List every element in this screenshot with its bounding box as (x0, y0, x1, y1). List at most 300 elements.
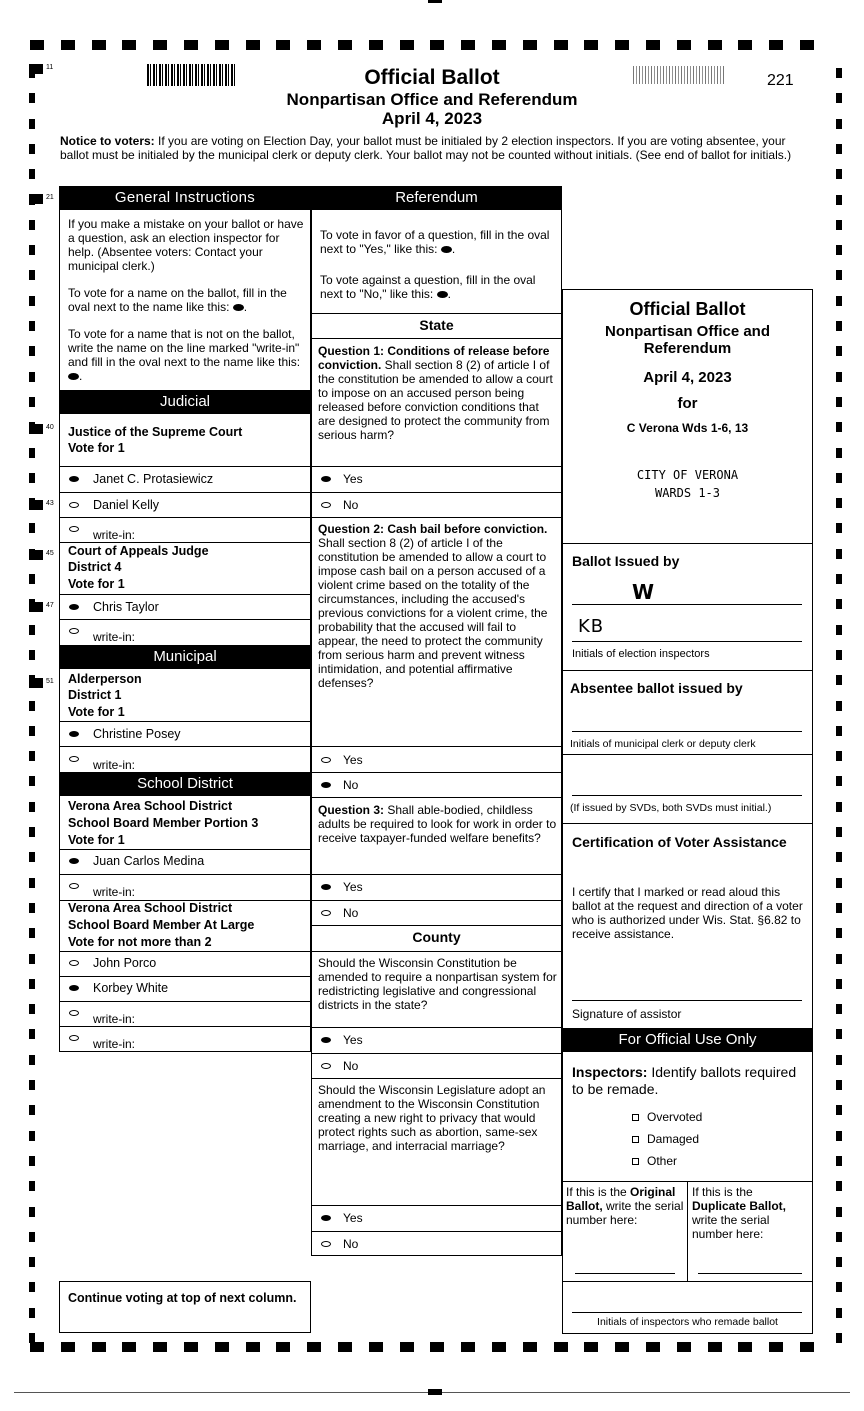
timing-mark (122, 1342, 136, 1352)
timing-mark (29, 878, 35, 888)
panel-date: April 4, 2023 (643, 369, 732, 386)
oval-posey[interactable] (69, 731, 79, 737)
timing-mark (523, 1342, 537, 1352)
inspectors-instruction (572, 1064, 807, 1098)
timing-mark (836, 599, 842, 609)
timing-mark (30, 1342, 44, 1352)
timing-mark (29, 1333, 35, 1343)
barcode (147, 64, 237, 86)
inspector-initials-1: W (632, 580, 656, 604)
timing-mark (646, 1342, 660, 1352)
timing-mark (836, 245, 842, 255)
c2-no-label: No (343, 1237, 359, 1251)
q2-yes-label: Yes (343, 753, 363, 767)
timing-mark (246, 40, 260, 50)
timing-mark (153, 40, 167, 50)
timing-mark (708, 40, 722, 50)
oval-porco[interactable] (69, 960, 79, 966)
timing-mark (369, 1342, 383, 1352)
timing-mark (836, 1181, 842, 1191)
city-stamp: CITY OF VERONA (636, 468, 739, 482)
ballot-number: 221 (767, 72, 794, 89)
timing-mark (29, 500, 43, 510)
candidate-porco: John Porco (93, 956, 157, 970)
oval-c2-no[interactable] (321, 1241, 331, 1247)
timing-mark (29, 979, 35, 989)
timing-mark (29, 751, 35, 761)
svd-note: (If issued by SVDs, both SVDs must initial.) (570, 802, 772, 814)
office-school-board-at-large: School Board Member At Large (68, 918, 255, 932)
timing-mark (836, 878, 842, 888)
timing-mark (29, 1257, 35, 1267)
question-3 (318, 803, 558, 845)
timing-mark (554, 1342, 568, 1352)
timing-mark (338, 40, 352, 50)
question-2-label: Question 2: Cash bail before conviction. (318, 522, 548, 536)
timing-mark (29, 523, 35, 533)
wards-stamp: WARDS 1-3 (654, 486, 721, 500)
continue-box (59, 1281, 311, 1333)
overvoted-checkbox[interactable] (632, 1114, 639, 1121)
timing-mark (29, 827, 35, 837)
timing-mark (836, 928, 842, 938)
timing-mark (29, 678, 43, 688)
timing-mark (29, 1308, 35, 1318)
instructions-p3-text: To vote for a name that is not on the ballot, write the name on the line marked "write-in" and fill in the oval next to the name like this: (68, 327, 301, 369)
timing-mark (29, 1207, 35, 1217)
general-instructions-heading: General Instructions (59, 186, 311, 210)
timing-mark (615, 1342, 629, 1352)
timing-mark (29, 650, 35, 660)
overvoted-label: Overvoted (647, 1110, 703, 1124)
judicial-heading: Judicial (59, 390, 311, 414)
timing-mark (461, 1342, 475, 1352)
vote-for-2: Vote for not more than 2 (68, 935, 212, 949)
timing-mark (276, 40, 290, 50)
tick-label: 43 (46, 500, 54, 507)
oval-q1-no[interactable] (321, 502, 331, 508)
timing-mark (430, 1342, 444, 1352)
timing-mark (29, 1232, 35, 1242)
timing-mark (29, 1105, 35, 1115)
timing-mark (492, 1342, 506, 1352)
damaged-label: Damaged (647, 1132, 700, 1146)
ballot-issued-by: Ballot Issued by (572, 553, 680, 569)
timing-mark (29, 928, 35, 938)
timing-mark (836, 448, 842, 458)
office-school-board-portion: School Board Member Portion 3 (68, 816, 259, 830)
timing-mark (29, 397, 35, 407)
oval-q2-no[interactable] (321, 782, 331, 788)
inspector-initials-2: KB (578, 616, 605, 637)
duplicate-serial-line[interactable] (698, 1273, 802, 1274)
county-heading: County (412, 929, 461, 945)
oval-q2-yes[interactable] (321, 757, 331, 763)
timing-mark (30, 40, 44, 50)
referendum-instr-no-text: To vote against a question, fill in the oval next to "No," like this: (320, 273, 536, 301)
timing-mark (836, 1055, 842, 1065)
q2-no-label: No (343, 778, 359, 792)
c2-yes-label: Yes (343, 1211, 363, 1225)
timing-mark (29, 270, 35, 280)
writein-label: write-in: (93, 885, 136, 899)
timing-mark (836, 1080, 842, 1090)
office-supreme-court: Justice of the Supreme Court (68, 425, 243, 439)
timing-mark (29, 473, 35, 483)
timing-mark (836, 1029, 842, 1039)
filled-oval-example (68, 373, 79, 380)
timing-mark (836, 523, 842, 533)
notice-text: If you are voting on Election Day, your ballot must be initialed by 2 election inspectors. If you are voting absentee, your ballot must be initialed by the municipal clerk or deputy clerk. Your ballot may not be counted without initials. (See end of ballot for initials.) (60, 134, 792, 162)
question-3-label: Question 3: (318, 803, 385, 817)
dup-pre: If this is the (692, 1185, 753, 1199)
continue-note: Continue voting at top of next column. (68, 1291, 297, 1305)
timing-mark (836, 372, 842, 382)
timing-mark (29, 1131, 35, 1141)
timing-mark (584, 1342, 598, 1352)
timing-mark (29, 954, 35, 964)
orig-post: write the serial number here: (566, 1199, 684, 1227)
timing-mark (800, 1342, 814, 1352)
timing-mark (738, 1342, 752, 1352)
dup-bold: Duplicate Ballot, (692, 1199, 787, 1213)
remade-initials-label: Initials of inspectors who remade ballot (597, 1316, 778, 1328)
timing-mark (836, 422, 842, 432)
timing-mark (836, 119, 842, 129)
timing-mark (646, 40, 660, 50)
timing-mark (677, 40, 691, 50)
timing-mark (29, 574, 35, 584)
timing-mark (836, 802, 842, 812)
timing-mark (29, 296, 35, 306)
timing-mark (29, 550, 43, 560)
original-serial-line[interactable] (575, 1273, 675, 1274)
timing-mark (29, 1282, 35, 1292)
oval-q3-yes[interactable] (321, 884, 331, 890)
c1-no-label: No (343, 1059, 359, 1073)
oval-writein[interactable] (69, 628, 79, 634)
timing-mark (29, 903, 35, 913)
oval-writein[interactable] (69, 526, 79, 532)
timing-mark (836, 650, 842, 660)
timing-mark (836, 549, 842, 559)
referendum-heading: Referendum (311, 186, 562, 210)
timing-mark (184, 1342, 198, 1352)
candidate-taylor: Chris Taylor (93, 600, 159, 614)
timing-mark (29, 1004, 35, 1014)
county-question-2: Should the Wisconsin Legislature adopt an amendment to the Wisconsin Constitution creating a new right to privacy that would protect rights such as abortion, same-sex marriage, and interracial marriage? (318, 1083, 546, 1153)
timing-mark (29, 321, 35, 331)
writein-label: write-in: (93, 630, 136, 644)
timing-mark (836, 776, 842, 786)
timing-mark (836, 1282, 842, 1292)
oval-protasiewicz[interactable] (69, 476, 79, 482)
q1-yes-label: Yes (343, 472, 363, 486)
timing-mark (836, 701, 842, 711)
district-label: District 4 (68, 560, 122, 574)
timing-mark (29, 1156, 35, 1166)
inspectors-text: Identify ballots required to be remade. (572, 1064, 797, 1097)
clerk-initials-label: Initials of municipal clerk or deputy clerk (570, 738, 756, 750)
referendum-instr-yes-text: To vote in favor of a question, fill in the oval next to "Yes," like this: (320, 228, 550, 256)
school-district-heading: School District (59, 772, 311, 796)
office-school-board: Verona Area School District (68, 799, 233, 813)
timing-mark (29, 625, 35, 635)
timing-mark (836, 751, 842, 761)
candidate-medina: Juan Carlos Medina (93, 854, 205, 868)
timing-mark (29, 852, 35, 862)
vote-for-1: Vote for 1 (68, 705, 125, 719)
question-2-text: Shall section 8 (2) of article I of the constitution be amended to allow a court to impose cash bail on a person accused of a violent crime based on the totality of the circumstances, including the accused's previous convictions for a violent crime, the probability that the accused will fail to appear, the need to protect the community from serious harm and prevent witness intimidation, and potential affirmative defenses? (318, 536, 548, 690)
referendum-instr-yes: To vote in favor of a question, fill in the oval next to "Yes," like this: . (320, 228, 550, 256)
tick-label: 51 (46, 678, 54, 685)
vote-for-1: Vote for 1 (68, 577, 125, 591)
candidate-white: Korbey White (93, 981, 169, 995)
panel-for: for (677, 395, 698, 412)
timing-mark (836, 979, 842, 989)
notice-label: Notice to voters: (60, 134, 155, 148)
county-question-1: Should the Wisconsin Constitution be amended to require a nonpartisan system for redistricting legislative and congressional districts in the state? (318, 956, 557, 1012)
orig-bold: Original Ballot, (566, 1185, 676, 1213)
timing-mark (836, 68, 842, 78)
vote-for-1: Vote for 1 (68, 441, 125, 455)
timing-mark (836, 1232, 842, 1242)
timing-mark (836, 1004, 842, 1014)
top-marker (428, 0, 442, 3)
timing-mark (708, 1342, 722, 1352)
timing-mark (29, 448, 35, 458)
timing-mark (836, 1207, 842, 1217)
timing-mark (836, 1105, 842, 1115)
oval-writein[interactable] (69, 1035, 79, 1041)
instructions-p2: To vote for a name on the ballot, fill in the oval next to the name like this: . (68, 286, 287, 314)
tick-label: 47 (46, 602, 54, 609)
timing-mark (836, 270, 842, 280)
bottom-marker (428, 1389, 442, 1395)
instructions-p1: If you make a mistake on your ballot or have a question, ask an election inspector for help. (Absentee voters: Contact your municipal clerk.) (68, 217, 304, 273)
timing-mark (307, 40, 321, 50)
timing-mark (836, 1333, 842, 1343)
timing-mark (836, 195, 842, 205)
timing-mark (836, 1257, 842, 1267)
timing-mark (29, 1080, 35, 1090)
duplicate-ballot-note (692, 1185, 810, 1241)
timing-mark (29, 93, 35, 103)
timing-mark (29, 1181, 35, 1191)
oval-kelly[interactable] (69, 502, 79, 508)
oval-writein[interactable] (69, 883, 79, 889)
writein-label: write-in: (93, 1012, 136, 1026)
other-label: Other (647, 1154, 678, 1168)
timing-mark (800, 40, 814, 50)
timing-mark (29, 802, 35, 812)
timing-mark (836, 346, 842, 356)
candidate-protasiewicz: Janet C. Protasiewicz (93, 472, 214, 486)
timing-mark (29, 701, 35, 711)
timing-mark (492, 40, 506, 50)
timing-mark (61, 1342, 75, 1352)
instructions-p3: To vote for a name that is not on the ballot, write the name on the line marked "write-in" and fill in the oval next to the name like this: . (68, 327, 301, 383)
q3-yes-label: Yes (343, 880, 363, 894)
timing-mark (836, 473, 842, 483)
timing-mark (338, 1342, 352, 1352)
timing-mark (246, 1342, 260, 1352)
question-1 (318, 344, 558, 442)
timing-mark (430, 40, 444, 50)
orig-pre: If this is the (566, 1185, 631, 1199)
timing-mark (836, 1308, 842, 1318)
oval-medina[interactable] (69, 858, 79, 864)
oval-q3-no[interactable] (321, 910, 331, 916)
tick-label: 11 (46, 64, 54, 71)
tick-label: 21 (46, 194, 54, 201)
timing-mark (215, 40, 229, 50)
damaged-checkbox[interactable] (632, 1136, 639, 1143)
writein-label: write-in: (93, 758, 136, 772)
panel-ward: C Verona Wds 1-6, 13 (626, 421, 749, 435)
timing-mark (61, 40, 75, 50)
timing-mark (29, 245, 35, 255)
timing-mark (461, 40, 475, 50)
panel-title: Official Ballot (629, 299, 746, 319)
timing-mark (836, 954, 842, 964)
timing-mark (836, 397, 842, 407)
timing-mark (769, 40, 783, 50)
timing-mark (276, 1342, 290, 1352)
timing-mark (836, 625, 842, 635)
oval-taylor[interactable] (69, 604, 79, 610)
district-label: District 1 (68, 688, 122, 702)
timing-mark (836, 321, 842, 331)
timing-mark (29, 726, 35, 736)
timing-mark (836, 144, 842, 154)
timing-mark (29, 1029, 35, 1039)
timing-mark (400, 1342, 414, 1352)
timing-mark (122, 40, 136, 50)
timing-mark (29, 169, 35, 179)
oval-q1-yes[interactable] (321, 476, 331, 482)
ballot-subtitle: Nonpartisan Office and Referendum (286, 90, 578, 109)
office-appeals-judge: Court of Appeals Judge (68, 544, 209, 558)
timing-mark (29, 372, 35, 382)
dup-post: write the serial number here: (692, 1213, 770, 1241)
c1-yes-label: Yes (343, 1033, 363, 1047)
timing-mark (836, 220, 842, 230)
signature-label: Signature of assistor (572, 1007, 682, 1021)
municipal-heading: Municipal (59, 645, 311, 669)
filled-oval-example (437, 291, 448, 298)
remade-initials-line[interactable] (572, 1312, 802, 1313)
timing-mark (836, 827, 842, 837)
other-checkbox[interactable] (632, 1158, 639, 1165)
original-ballot-note (566, 1185, 684, 1227)
oval-writein[interactable] (69, 756, 79, 762)
timing-mark (369, 40, 383, 50)
timing-mark (769, 1342, 783, 1352)
instructions-p2-text: To vote for a name on the ballot, fill in the oval next to the name like this: (68, 286, 287, 314)
writein-label: write-in: (93, 1037, 136, 1051)
referendum-instr-no: To vote against a question, fill in the oval next to "No," like this: . (320, 273, 536, 301)
filled-oval-example (233, 304, 244, 311)
timing-mark (92, 1342, 106, 1352)
certification-text: I certify that I marked or read aloud this ballot at the request and direction of a voter who is authorized under Wis. Stat. §6.82 to receive assistance. (572, 885, 803, 941)
ballot-date: April 4, 2023 (381, 109, 483, 128)
serial-barcode (633, 66, 725, 84)
tick-label: 40 (46, 424, 54, 431)
timing-mark (29, 220, 35, 230)
timing-mark (523, 40, 537, 50)
timing-mark (836, 93, 842, 103)
timing-mark (836, 296, 842, 306)
timing-mark (29, 776, 35, 786)
timing-mark (29, 602, 43, 612)
office-alderperson: Alderperson (68, 672, 142, 686)
timing-mark (29, 144, 35, 154)
state-heading: State (419, 317, 454, 333)
timing-mark (29, 424, 43, 434)
oval-c1-yes[interactable] (321, 1037, 331, 1043)
timing-mark (836, 1156, 842, 1166)
timing-mark (836, 574, 842, 584)
timing-mark (29, 1055, 35, 1065)
inspectors-label: Inspectors: (572, 1064, 648, 1080)
timing-mark (29, 64, 43, 74)
question-1-label: Question 1: Conditions of release before conviction. (318, 344, 550, 372)
timing-mark (584, 40, 598, 50)
timing-mark (29, 194, 43, 204)
oval-c2-yes[interactable] (321, 1215, 331, 1221)
question-1-text: Shall section 8 (2) of article I of the constitution be amended to allow a court to impose on an accused person being released before conviction conditions that are designed to protect the community from serious harm? (318, 358, 553, 442)
timing-mark (215, 1342, 229, 1352)
timing-mark (554, 40, 568, 50)
timing-mark (836, 675, 842, 685)
q1-no-label: No (343, 498, 359, 512)
filled-oval-example (441, 246, 452, 253)
panel-subtitle: Nonpartisan Office and Referendum (604, 323, 771, 357)
question-2 (318, 522, 558, 690)
oval-white[interactable] (69, 985, 79, 991)
timing-mark (92, 40, 106, 50)
timing-mark (29, 346, 35, 356)
tick-label: 45 (46, 550, 54, 557)
timing-mark (615, 40, 629, 50)
timing-mark (836, 852, 842, 862)
vote-for-1: Vote for 1 (68, 833, 125, 847)
oval-c1-no[interactable] (321, 1063, 331, 1069)
timing-mark (836, 903, 842, 913)
q3-no-label: No (343, 906, 359, 920)
question-3-text: Shall able-bodied, childless adults be required to look for work in order to receive taxpayer-funded welfare benefits? (318, 803, 557, 845)
timing-mark (738, 40, 752, 50)
timing-mark (836, 726, 842, 736)
official-use-heading: For Official Use Only (562, 1028, 813, 1052)
timing-mark (677, 1342, 691, 1352)
certification-heading: Certification of Voter Assistance (572, 834, 787, 850)
writein-label: write-in: (93, 528, 136, 542)
timing-mark (836, 169, 842, 179)
inspectors-initials-label: Initials of election inspectors (572, 648, 710, 660)
timing-mark (836, 1131, 842, 1141)
timing-mark (307, 1342, 321, 1352)
candidate-posey: Christine Posey (93, 727, 181, 741)
candidate-kelly: Daniel Kelly (93, 498, 160, 512)
timing-mark (153, 1342, 167, 1352)
timing-mark (29, 119, 35, 129)
office-school-board: Verona Area School District (68, 901, 233, 915)
timing-mark (400, 40, 414, 50)
absentee-issued-by: Absentee ballot issued by (570, 680, 743, 696)
oval-writein[interactable] (69, 1010, 79, 1016)
